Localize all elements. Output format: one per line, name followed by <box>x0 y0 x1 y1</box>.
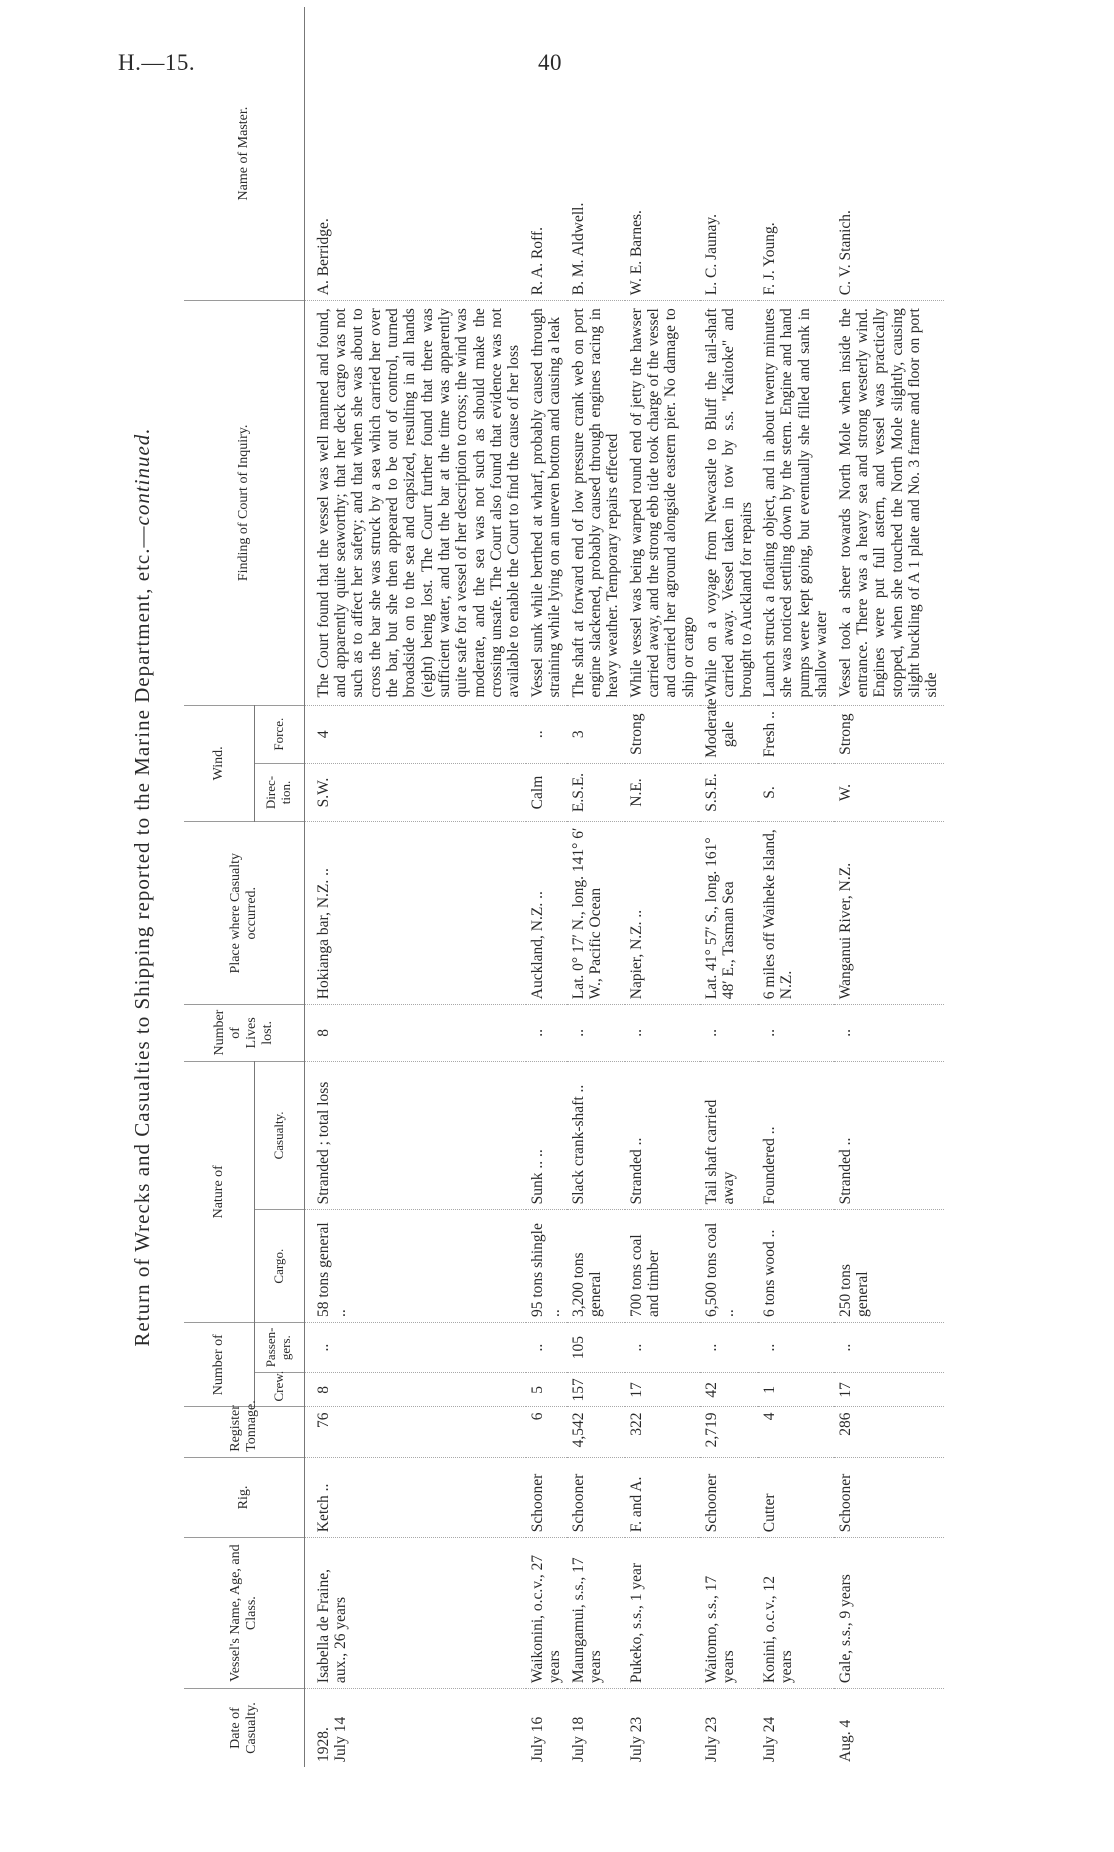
cell-cargo: 250 tons general <box>834 1210 944 1323</box>
col-nature-of: Nature of <box>184 1061 254 1322</box>
col-crew: Crew. <box>254 1373 304 1407</box>
cell-date: July 23 <box>703 1716 721 1762</box>
cell-crew: 8 <box>304 1373 526 1407</box>
cell-lives-lost: .. <box>700 1005 758 1061</box>
col-master: Name of Master. <box>184 7 304 301</box>
col-place: Place where Casualty occurred. <box>184 822 304 1005</box>
cell-vessel: Isabella de Fraine, aux., 26 years <box>304 1538 526 1689</box>
cell-place: Napier, N.Z. .. <box>625 822 700 1005</box>
page-number: 40 <box>538 50 562 75</box>
cell-lives-lost: .. <box>834 1005 944 1061</box>
cell-vessel: Gale, s.s., 9 years <box>834 1538 944 1689</box>
cell-casualty: Stranded .. <box>625 1061 700 1210</box>
cell-master: C. V. Stanich. <box>834 7 944 301</box>
cell-force: .. <box>526 705 567 763</box>
title-continued: continued. <box>130 427 154 526</box>
cell-date: Aug. 4 <box>836 1719 854 1762</box>
cell-rig: Cutter <box>758 1457 833 1537</box>
col-lives-lost: Number of Lives lost. <box>184 1005 304 1061</box>
cell-tonnage: 4 <box>758 1407 833 1457</box>
cell-rig: Schooner <box>567 1457 625 1537</box>
cell-place: Hokianga bar, N.Z. .. <box>304 822 526 1005</box>
title-main: Return of Wrecks and Casualties to Shipping reported to the Marine Department, etc.— <box>130 525 154 1347</box>
cell-casualty: Sunk .. .. <box>526 1061 567 1210</box>
table-row <box>304 7 526 1767</box>
cell-finding: The Court found that the vessel was well manned and found, and apparently quite seaworthy; that her deck cargo was not such as to affect her safety; and that when she was about to cross the bar she was struck by a sea which carried her over the bar, but she then appeared to be out of control, turned broadside on to the sea and capsized, resulting in all hands (eight) being lost. The Court further found that there was sufficient water, and that the bar at the time was apparently quite safe for a vessel of her description to cross; the wind was moderate, and the sea was not such as should make the crossing unsafe. The Court also found that evidence was not available to enable the Court to find the cause of her loss <box>304 301 526 705</box>
cell-passengers: .. <box>625 1323 700 1373</box>
col-casualty: Casualty. <box>254 1061 304 1210</box>
page-id: H.—15. <box>118 50 196 75</box>
cell-passengers: .. <box>526 1323 567 1373</box>
cell-finding: The shaft at forward end of low pressure crank web on port engine slackened, probably caused through engines racing in heavy weather. Temporary repairs effected <box>567 301 625 705</box>
cell-lives-lost: .. <box>625 1005 700 1061</box>
cell-tonnage: 6 <box>526 1407 567 1457</box>
cell-casualty: Foundered .. <box>758 1061 833 1210</box>
cell-rig: Schooner <box>700 1457 758 1537</box>
cell-lives-lost: .. <box>567 1005 625 1061</box>
cell-place: Wanganui River, N.Z. <box>834 822 944 1005</box>
table-row <box>758 7 833 1767</box>
cell-date: July 23 <box>627 1716 645 1762</box>
col-number-of: Number of <box>184 1323 254 1407</box>
cell-cargo: 95 tons shingle .. <box>526 1210 567 1323</box>
table-row <box>567 7 625 1767</box>
cell-place: Lat. 41° 57′ S., long. 161° 48′ E., Tasman Sea <box>700 822 758 1005</box>
col-vessel: Vessel's Name, Age, and Class. <box>184 1538 304 1689</box>
cell-direction: Calm <box>526 763 567 821</box>
col-rig: Rig. <box>184 1457 304 1537</box>
cell-passengers: .. <box>700 1323 758 1373</box>
cell-cargo: 700 tons coal and timber <box>625 1210 700 1323</box>
cell-master: W. E. Barnes. <box>625 7 700 301</box>
cell-vessel: Waikonini, o.c.v., 27 years <box>526 1538 567 1689</box>
cell-master: F. J. Young. <box>758 7 833 301</box>
cell-lives-lost: 8 <box>304 1005 526 1061</box>
cell-master: A. Berridge. <box>304 7 526 301</box>
rotated-table-block <box>126 7 1101 1767</box>
cell-tonnage: 286 <box>834 1407 944 1457</box>
cell-force: 3 <box>567 705 625 763</box>
col-passengers: Passen-gers. <box>254 1323 304 1373</box>
cell-place: 6 miles off Waiheke Island, N.Z. <box>758 822 833 1005</box>
table-row <box>625 7 700 1767</box>
cell-crew: 17 <box>834 1373 944 1407</box>
cell-force: Strong <box>625 705 700 763</box>
table-body <box>304 7 944 1767</box>
cell-casualty: Stranded .. <box>834 1061 944 1210</box>
cell-master: R. A. Roff. <box>526 7 567 301</box>
cell-tonnage: 76 <box>304 1407 526 1457</box>
col-force: Force. <box>254 705 304 763</box>
cell-force: Strong <box>834 705 944 763</box>
cell-tonnage: 322 <box>625 1407 700 1457</box>
col-cargo: Cargo. <box>254 1210 304 1323</box>
cell-casualty: Stranded ; total loss <box>304 1061 526 1210</box>
cell-cargo: 58 tons general .. <box>304 1210 526 1323</box>
cell-date: 1928. July 14 <box>304 1689 526 1767</box>
cell-crew: 1 <box>758 1373 833 1407</box>
table-title <box>130 7 155 1767</box>
cell-lives-lost: .. <box>526 1005 567 1061</box>
cell-passengers: .. <box>304 1323 526 1373</box>
cell-vessel: Maungamui, s.s., 17 years <box>567 1538 625 1689</box>
cell-finding: Launch struck a floating object, and in about twenty minutes she was noticed settling down by the stern. Engine and hand pumps were kept going, but eventually she filled and sank in shallow water <box>758 301 833 705</box>
cell-direction: N.E. <box>625 763 700 821</box>
cell-finding: Vessel sunk while berthed at wharf, probably caused through straining while lying on an uneven bottom and causing a leak <box>526 301 567 705</box>
cell-place: Lat. 0° 17′ N., long. 141° 6′ W., Pacific Ocean <box>567 822 625 1005</box>
cell-rig: Schooner <box>526 1457 567 1537</box>
cell-casualty: Tail shaft carried away <box>700 1061 758 1210</box>
cell-master: L. C. Jaunay. <box>700 7 758 301</box>
col-date: Date of Casualty. <box>184 1689 304 1767</box>
cell-date: July 16 <box>528 1716 546 1762</box>
casualties-table <box>184 7 944 1767</box>
cell-crew: 157 <box>567 1373 625 1407</box>
cell-finding: Vessel took a sheer towards North Mole when inside the entrance. There was a heavy sea and strong westerly wind. Engines were put full astern, and vessel was practically stopped, when she touched the North Mole slightly, causing slight buckling of A 1 plate and No. 3 frame and floor on port side <box>834 301 944 705</box>
cell-rig: Ketch .. <box>304 1457 526 1537</box>
year-label: 1928. <box>314 1727 332 1762</box>
cell-rig: F. and A. <box>625 1457 700 1537</box>
cell-force: Fresh .. <box>758 705 833 763</box>
cell-direction: S. <box>758 763 833 821</box>
cell-master: B. M. Aldwell. <box>567 7 625 301</box>
cell-vessel: Pukeko, s.s., 1 year <box>625 1538 700 1689</box>
col-direction: Direc-tion. <box>254 763 304 821</box>
cell-tonnage: 4,542 <box>567 1407 625 1457</box>
cell-casualty: Slack crank-shaft .. <box>567 1061 625 1210</box>
cell-lives-lost: .. <box>758 1005 833 1061</box>
cell-finding: While on a voyage from Newcastle to Bluff the tail-shaft carried away. Vessel taken in tow by s.s. "Kaitoke" and brought to Auckland for repairs <box>700 301 758 705</box>
col-tonnage: Register Tonnage. <box>184 1407 304 1457</box>
cell-vessel: Konini, o.c.v., 12 years <box>758 1538 833 1689</box>
cell-passengers: .. <box>758 1323 833 1373</box>
cell-date: July 24 <box>761 1716 779 1762</box>
cell-rig: Schooner <box>834 1457 944 1537</box>
cell-cargo: 6,500 tons coal .. <box>700 1210 758 1323</box>
cell-tonnage: 2,719 <box>700 1407 758 1457</box>
cell-direction: S.W. <box>304 763 526 821</box>
cell-force: 4 <box>304 705 526 763</box>
cell-direction: E.S.E. <box>567 763 625 821</box>
cell-passengers: .. <box>834 1323 944 1373</box>
cell-direction: S.S.E. <box>700 763 758 821</box>
table-row <box>526 7 567 1767</box>
cell-date: July 18 <box>569 1716 587 1762</box>
col-wind: Wind. <box>184 705 254 822</box>
cell-crew: 5 <box>526 1373 567 1407</box>
cell-crew: 17 <box>625 1373 700 1407</box>
col-finding: Finding of Court of Inquiry. <box>184 301 304 705</box>
cell-crew: 42 <box>700 1373 758 1407</box>
cell-place: Auckland, N.Z. .. <box>526 822 567 1005</box>
cell-direction: W. <box>834 763 944 821</box>
cell-vessel: Waitomo, s.s., 17 years <box>700 1538 758 1689</box>
cell-passengers: 105 <box>567 1323 625 1373</box>
table-row <box>834 7 944 1767</box>
table-row <box>700 7 758 1767</box>
cell-cargo: 6 tons wood .. <box>758 1210 833 1323</box>
cell-cargo: 3,200 tons general <box>567 1210 625 1323</box>
cell-finding: While vessel was being warped round end of jetty the hawser carried away, and the strong ebb tide took charge of the vessel and carried her aground alongside eastern pier. No damage to ship or cargo <box>625 301 700 705</box>
table-header <box>184 7 304 1767</box>
cell-force: Moderate gale <box>700 705 758 763</box>
